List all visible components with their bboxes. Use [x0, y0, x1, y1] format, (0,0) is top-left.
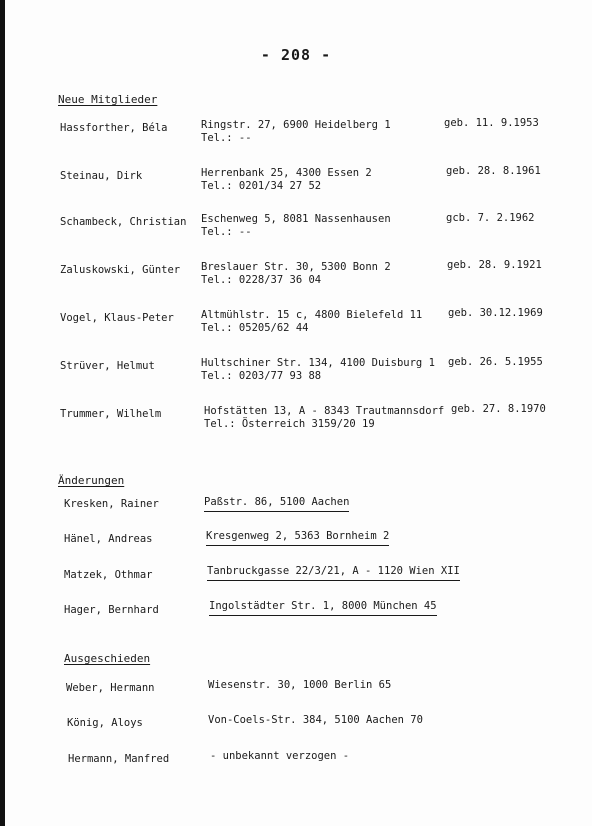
member-name: Trummer, Wilhelm — [60, 408, 162, 420]
member-birthdate: geb. 28. 8.1961 — [446, 165, 541, 177]
member-birthdate: geb. 30.12.1969 — [448, 307, 543, 319]
member-phone: Tel.: 0201/34 27 52 — [201, 180, 322, 192]
member-name: Schambeck, Christian — [60, 216, 187, 228]
member-name: Hermann, Manfred — [68, 753, 170, 765]
member-new-address: Ingolstädter Str. 1, 8000 München 45 — [209, 600, 437, 616]
member-address: Breslauer Str. 30, 5300 Bonn 2 — [201, 261, 391, 273]
member-address: Hofstätten 13, A - 8343 Trautmannsdorf — [204, 405, 445, 417]
member-phone: Tel.: Österreich 3159/20 19 — [204, 418, 375, 430]
member-name: Kresken, Rainer — [64, 498, 159, 510]
member-birthdate: geb. 11. 9.1953 — [444, 117, 539, 129]
member-name: König, Aloys — [67, 717, 143, 729]
member-name: Hänel, Andreas — [64, 533, 153, 545]
section-heading-new-members: Neue Mitglieder — [58, 93, 158, 106]
page-number: - 208 - — [260, 46, 332, 64]
member-address: Wiesenstr. 30, 1000 Berlin 65 — [208, 679, 392, 691]
member-new-address: Paßstr. 86, 5100 Aachen — [204, 496, 349, 512]
member-birthdate: geb. 26. 5.1955 — [448, 356, 543, 368]
member-address: Eschenweg 5, 8081 Nassenhausen — [201, 213, 391, 225]
member-new-address: Tanbruckgasse 22/3/21, A - 1120 Wien XII — [207, 565, 460, 581]
scan-edge — [0, 0, 5, 826]
member-phone: Tel.: -- — [201, 132, 252, 144]
section-heading-changes: Änderungen — [58, 474, 125, 487]
member-phone: Tel.: 0203/77 93 88 — [201, 370, 322, 382]
member-address: Von-Coels-Str. 384, 5100 Aachen 70 — [208, 714, 423, 726]
member-birthdate: geb. 28. 9.1921 — [447, 259, 542, 271]
member-name: Hassforther, Béla — [60, 122, 168, 134]
member-address: Ringstr. 27, 6900 Heidelberg 1 — [201, 119, 391, 131]
member-name: Vogel, Klaus-Peter — [60, 312, 174, 324]
member-name: Hager, Bernhard — [64, 604, 159, 616]
member-name: Matzek, Othmar — [64, 569, 153, 581]
member-address: Herrenbank 25, 4300 Essen 2 — [201, 167, 372, 179]
member-name: Weber, Hermann — [66, 682, 155, 694]
member-birthdate: gcb. 7. 2.1962 — [446, 212, 535, 224]
member-name: Strüver, Helmut — [60, 360, 155, 372]
member-phone: Tel.: 05205/62 44 — [201, 322, 309, 334]
member-address: - unbekannt verzogen - — [210, 750, 350, 762]
member-phone: Tel.: -- — [201, 226, 252, 238]
member-address: Hultschiner Str. 134, 4100 Duisburg 1 — [201, 357, 435, 369]
member-name: Zaluskowski, Günter — [60, 264, 181, 276]
member-new-address: Kresgenweg 2, 5363 Bornheim 2 — [206, 530, 389, 546]
section-heading-left: Ausgeschieden — [64, 652, 151, 665]
member-phone: Tel.: 0228/37 36 04 — [201, 274, 322, 286]
member-address: Altmühlstr. 15 c, 4800 Bielefeld 11 — [201, 309, 423, 321]
member-name: Steinau, Dirk — [60, 170, 143, 182]
member-birthdate: geb. 27. 8.1970 — [451, 403, 546, 415]
